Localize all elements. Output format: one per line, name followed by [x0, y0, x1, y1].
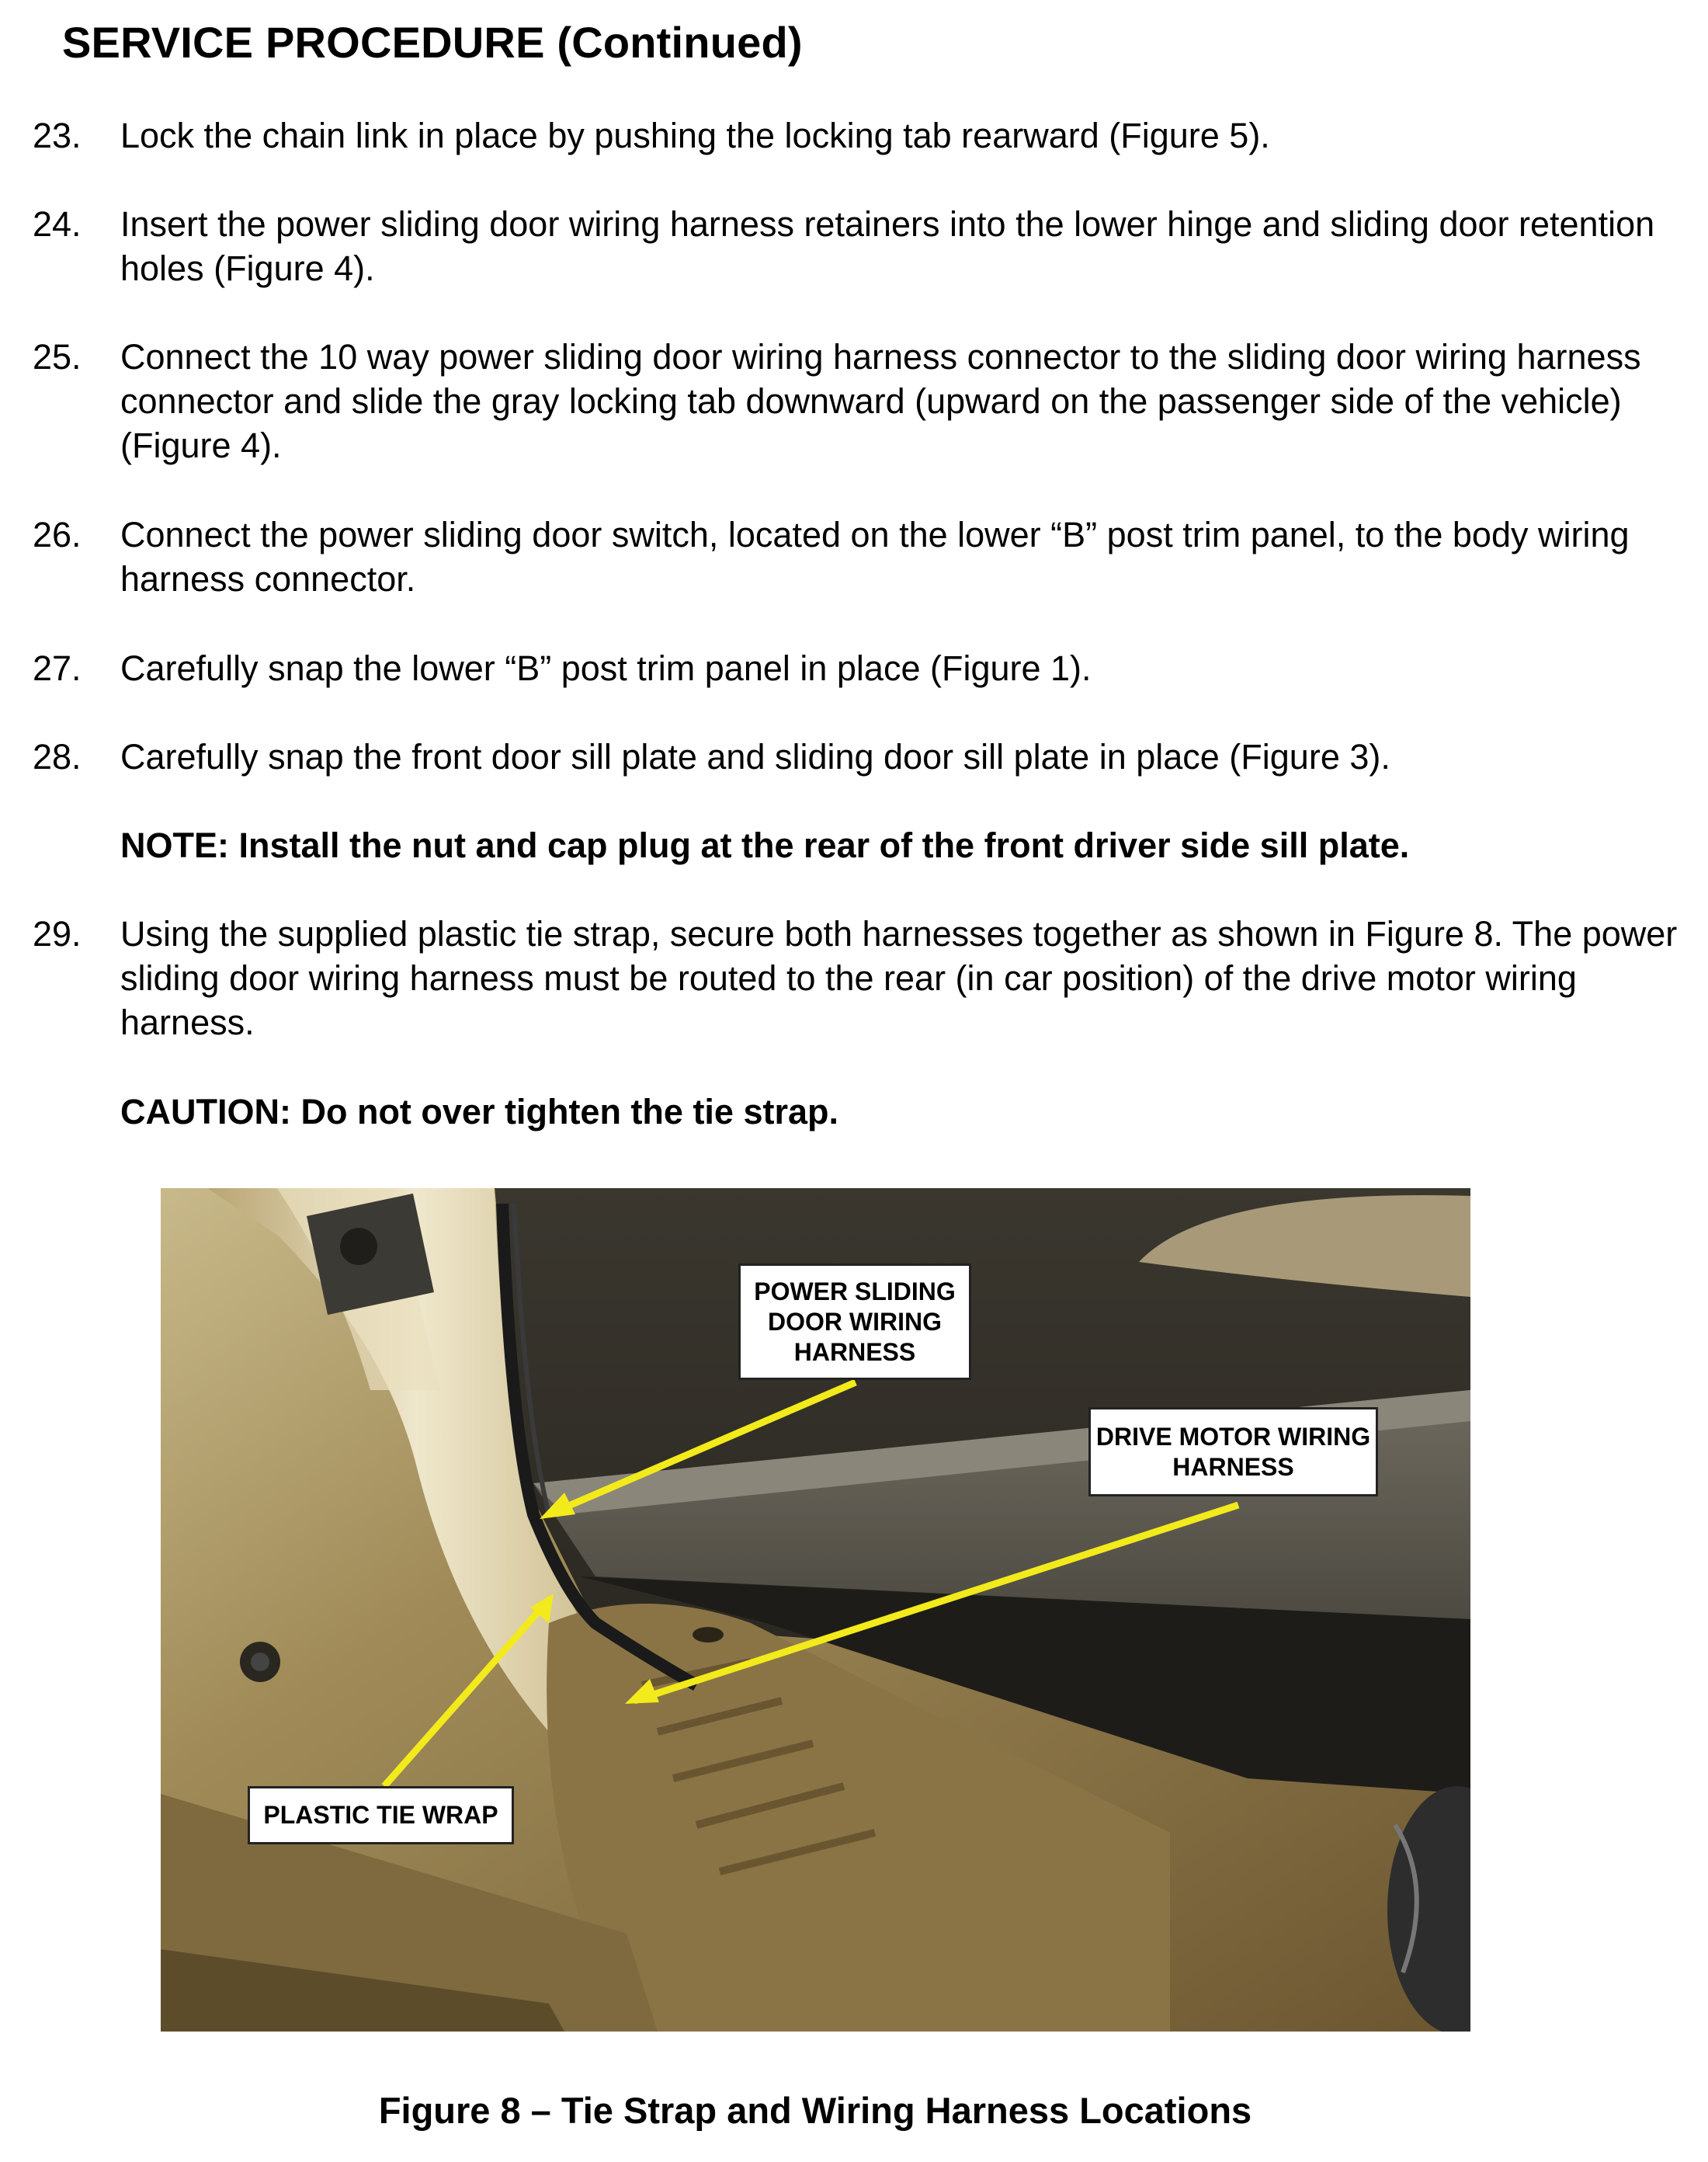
step-text: Insert the power sliding door wiring harness retainers into the lower hinge and sliding door retention holes (Figure 4). [120, 204, 1655, 288]
step-number: 27. [33, 648, 82, 688]
step-text: Connect the 10 way power sliding door wiring harness connector to the sliding door wiring harness connector and slide the gray locking tab downward (upward on the passenger side of the vehicle) (Figure 4). [120, 337, 1641, 465]
step-number: 28. [33, 737, 82, 777]
note-text: NOTE: Install the nut and cap plug at the rear of the front driver side sill plate. [120, 826, 1410, 865]
step-number: 24. [33, 204, 82, 244]
callout-plastic-tie-wrap: PLASTIC TIE WRAP [248, 1786, 514, 1844]
figure-8-photo [161, 1188, 1470, 2032]
step-text: Connect the power sliding door switch, located on the lower “B” post trim panel, to the body wiring harness connector. [120, 515, 1630, 599]
step-text: Carefully snap the front door sill plate and sliding door sill plate in place (Figure 3). [120, 737, 1390, 777]
callout-power-sliding-harness: POWER SLIDING DOOR WIRING HARNESS [738, 1263, 971, 1380]
figure-caption: Figure 8 – Tie Strap and Wiring Harness Locations [378, 2090, 1252, 2131]
caution-text: CAUTION: Do not over tighten the tie strap. [120, 1092, 839, 1131]
step-text: Lock the chain link in place by pushing the locking tab rearward (Figure 5). [120, 116, 1270, 155]
page-title: SERVICE PROCEDURE (Continued) [62, 18, 803, 67]
step-text: Carefully snap the lower “B” post trim panel in place (Figure 1). [120, 648, 1092, 688]
step-text: Using the supplied plastic tie strap, secure both harnesses together as shown in Figure 8. The power sliding door wiring harness must be routed to the rear (in car position) of the drive motor wiring harness. [120, 914, 1678, 1042]
callout-drive-motor-harness: DRIVE MOTOR WIRING HARNESS [1088, 1407, 1378, 1496]
step-number: 25. [33, 337, 82, 377]
step-number: 26. [33, 515, 82, 554]
step-number: 29. [33, 914, 82, 954]
step-number: 23. [33, 116, 82, 155]
